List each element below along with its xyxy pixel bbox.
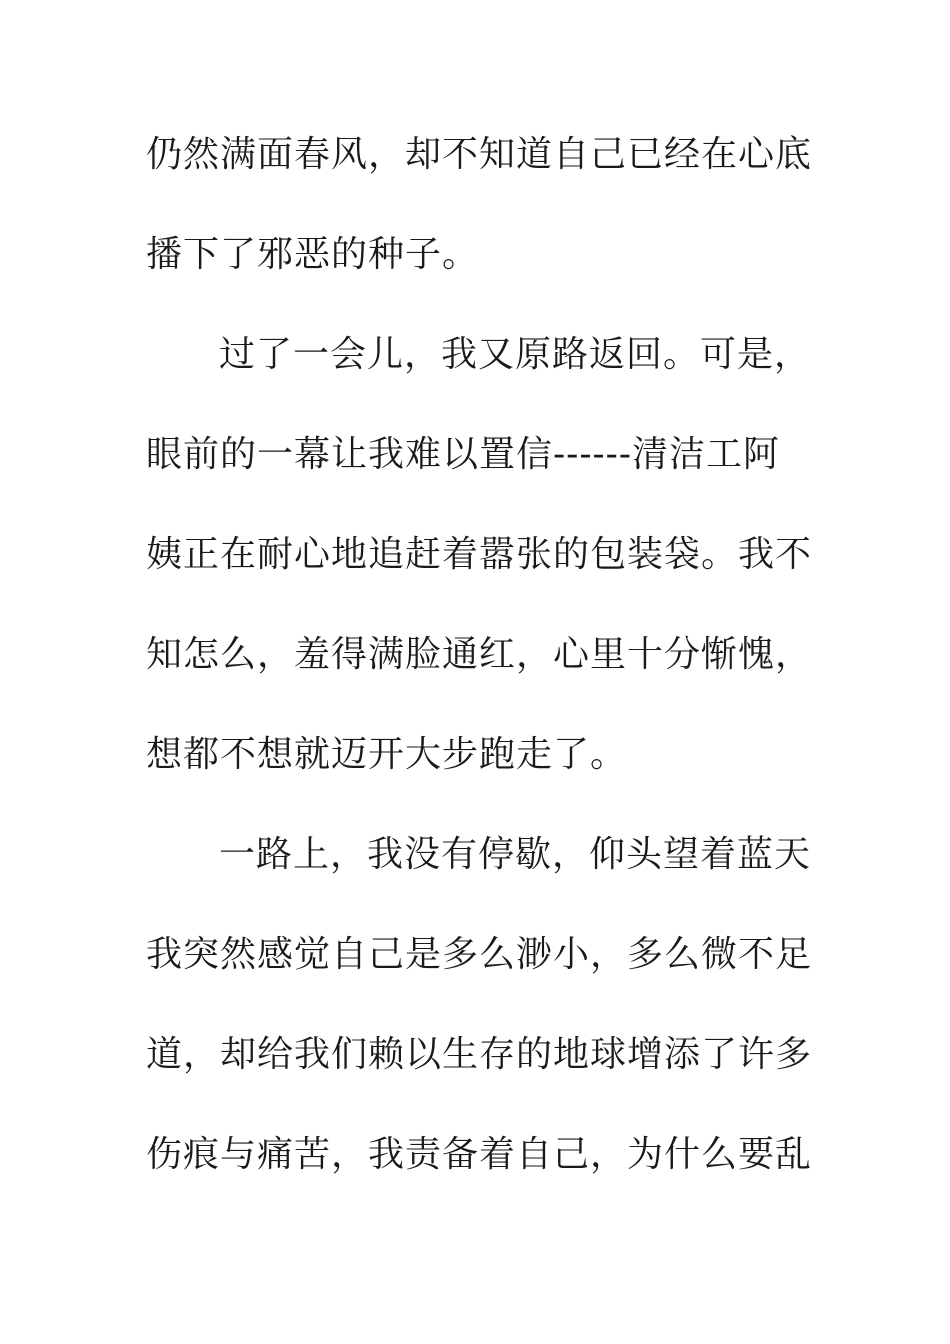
text-line: 仍然满面春风，却不知道自己已经在心底 [146,134,813,175]
text-line: 播下了邪恶的种子。 [146,234,480,275]
text-line: 想都不想就迈开大步跑走了。 [146,734,628,775]
text-line: 一路上，我没有停歇，仰头望着蓝天 [219,834,812,875]
text-line: 伤痕与痛苦，我责备着自己，为什么要乱 [146,1134,813,1175]
text-line: 道，却给我们赖以生存的地球增添了许多 [146,1034,813,1075]
text-line: 眼前的一幕让我难以置信------清洁工阿 [146,434,780,475]
text-line: 姨正在耐心地追赶着嚣张的包装袋。我不 [146,534,813,575]
text-line: 过了一会儿，我又原路返回。可是， [219,334,812,375]
text-line: 知怎么，羞得满脸通红，心里十分惭愧， [146,634,813,675]
document-body [146,126,818,1226]
text-line: 我突然感觉自己是多么渺小，多么微不足 [146,934,813,975]
